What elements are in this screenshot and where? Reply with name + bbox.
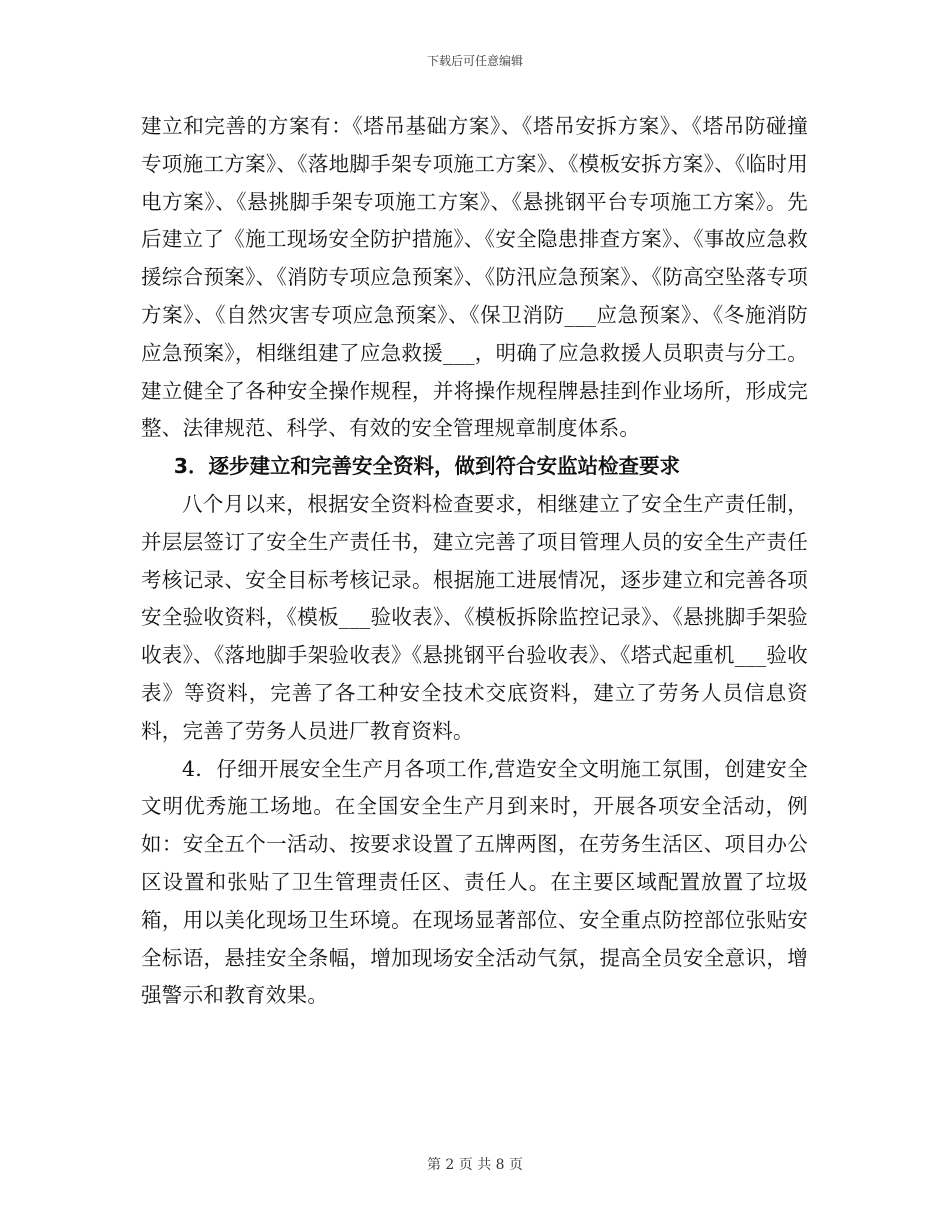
page-number-footer: 第 2 页 共 8 页 — [426, 1157, 524, 1173]
document-body — [141, 108, 808, 1015]
page-header: 下载后可任意编辑 — [426, 54, 523, 68]
paragraph-safety-records: 八个月以来，根据安全资料检查要求，相继建立了安全生产责任制，并层层签订了安全生产责任书，建立完善了项目管理人员的安全生产责任考核记录、安全目标考核记录。根据施工进展情况，逐步建立和完善各项安全验收资料，《模板___验收表》、《模板拆除监控记录》、《悬挑脚手架验收表》、《落地脚手架验收表》《悬挑钢平台验收表》、《塔式起重机___验收表》等资料，完善了各工种安全技术交底资料，建立了劳务人员信息资料，完善了劳务人员进厂教育资料。 — [141, 491, 808, 743]
paragraph-plans-list: 建立和完善的方案有：《塔吊基础方案》、《塔吊安拆方案》、《塔吊防碰撞专项施工方案》、《落地脚手架专项施工方案》、《模板安拆方案》、《临时用电方案》、《悬挑脚手架专项施工方案》、《悬挑钢平台专项施工方案》。先后建立了《施工现场安全防护措施》、《安全隐患排查方案》、《事故应急救援综合预案》、《消防专项应急预案》、《防汛应急预案》、《防高空坠落专项方案》、《自然灾害专项应急预案》、《保卫消防___应急预案》、《冬施消防应急预案》，相继组建了应急救援___，明确了应急救援人员职责与分工。建立健全了各种安全操作规程，并将操作规程牌悬挂到作业场所，形成完整、法律规范、科学、有效的安全管理规章制度体系。 — [141, 114, 808, 441]
paragraph-safety-month: 4．仔细开展安全生产月各项工作,营造安全文明施工氛围，创建安全文明优秀施工场地。在全国安全生产月到来时，开展各项安全活动，例如：安全五个一活动、按要求设置了五牌两图，在劳务生活区、项目办公区设置和张贴了卫生管理责任区、责任人。在主要区域配置放置了垃圾箱，用以美化现场卫生环境。在现场显著部位、安全重点防控部位张贴安全标语，悬挂安全条幅，增加现场安全活动气氛，提高全员安全意识，增强警示和教育效果。 — [141, 756, 808, 1008]
section-heading-3: 3．逐步建立和完善安全资料，做到符合安监站检查要求 — [173, 454, 681, 479]
